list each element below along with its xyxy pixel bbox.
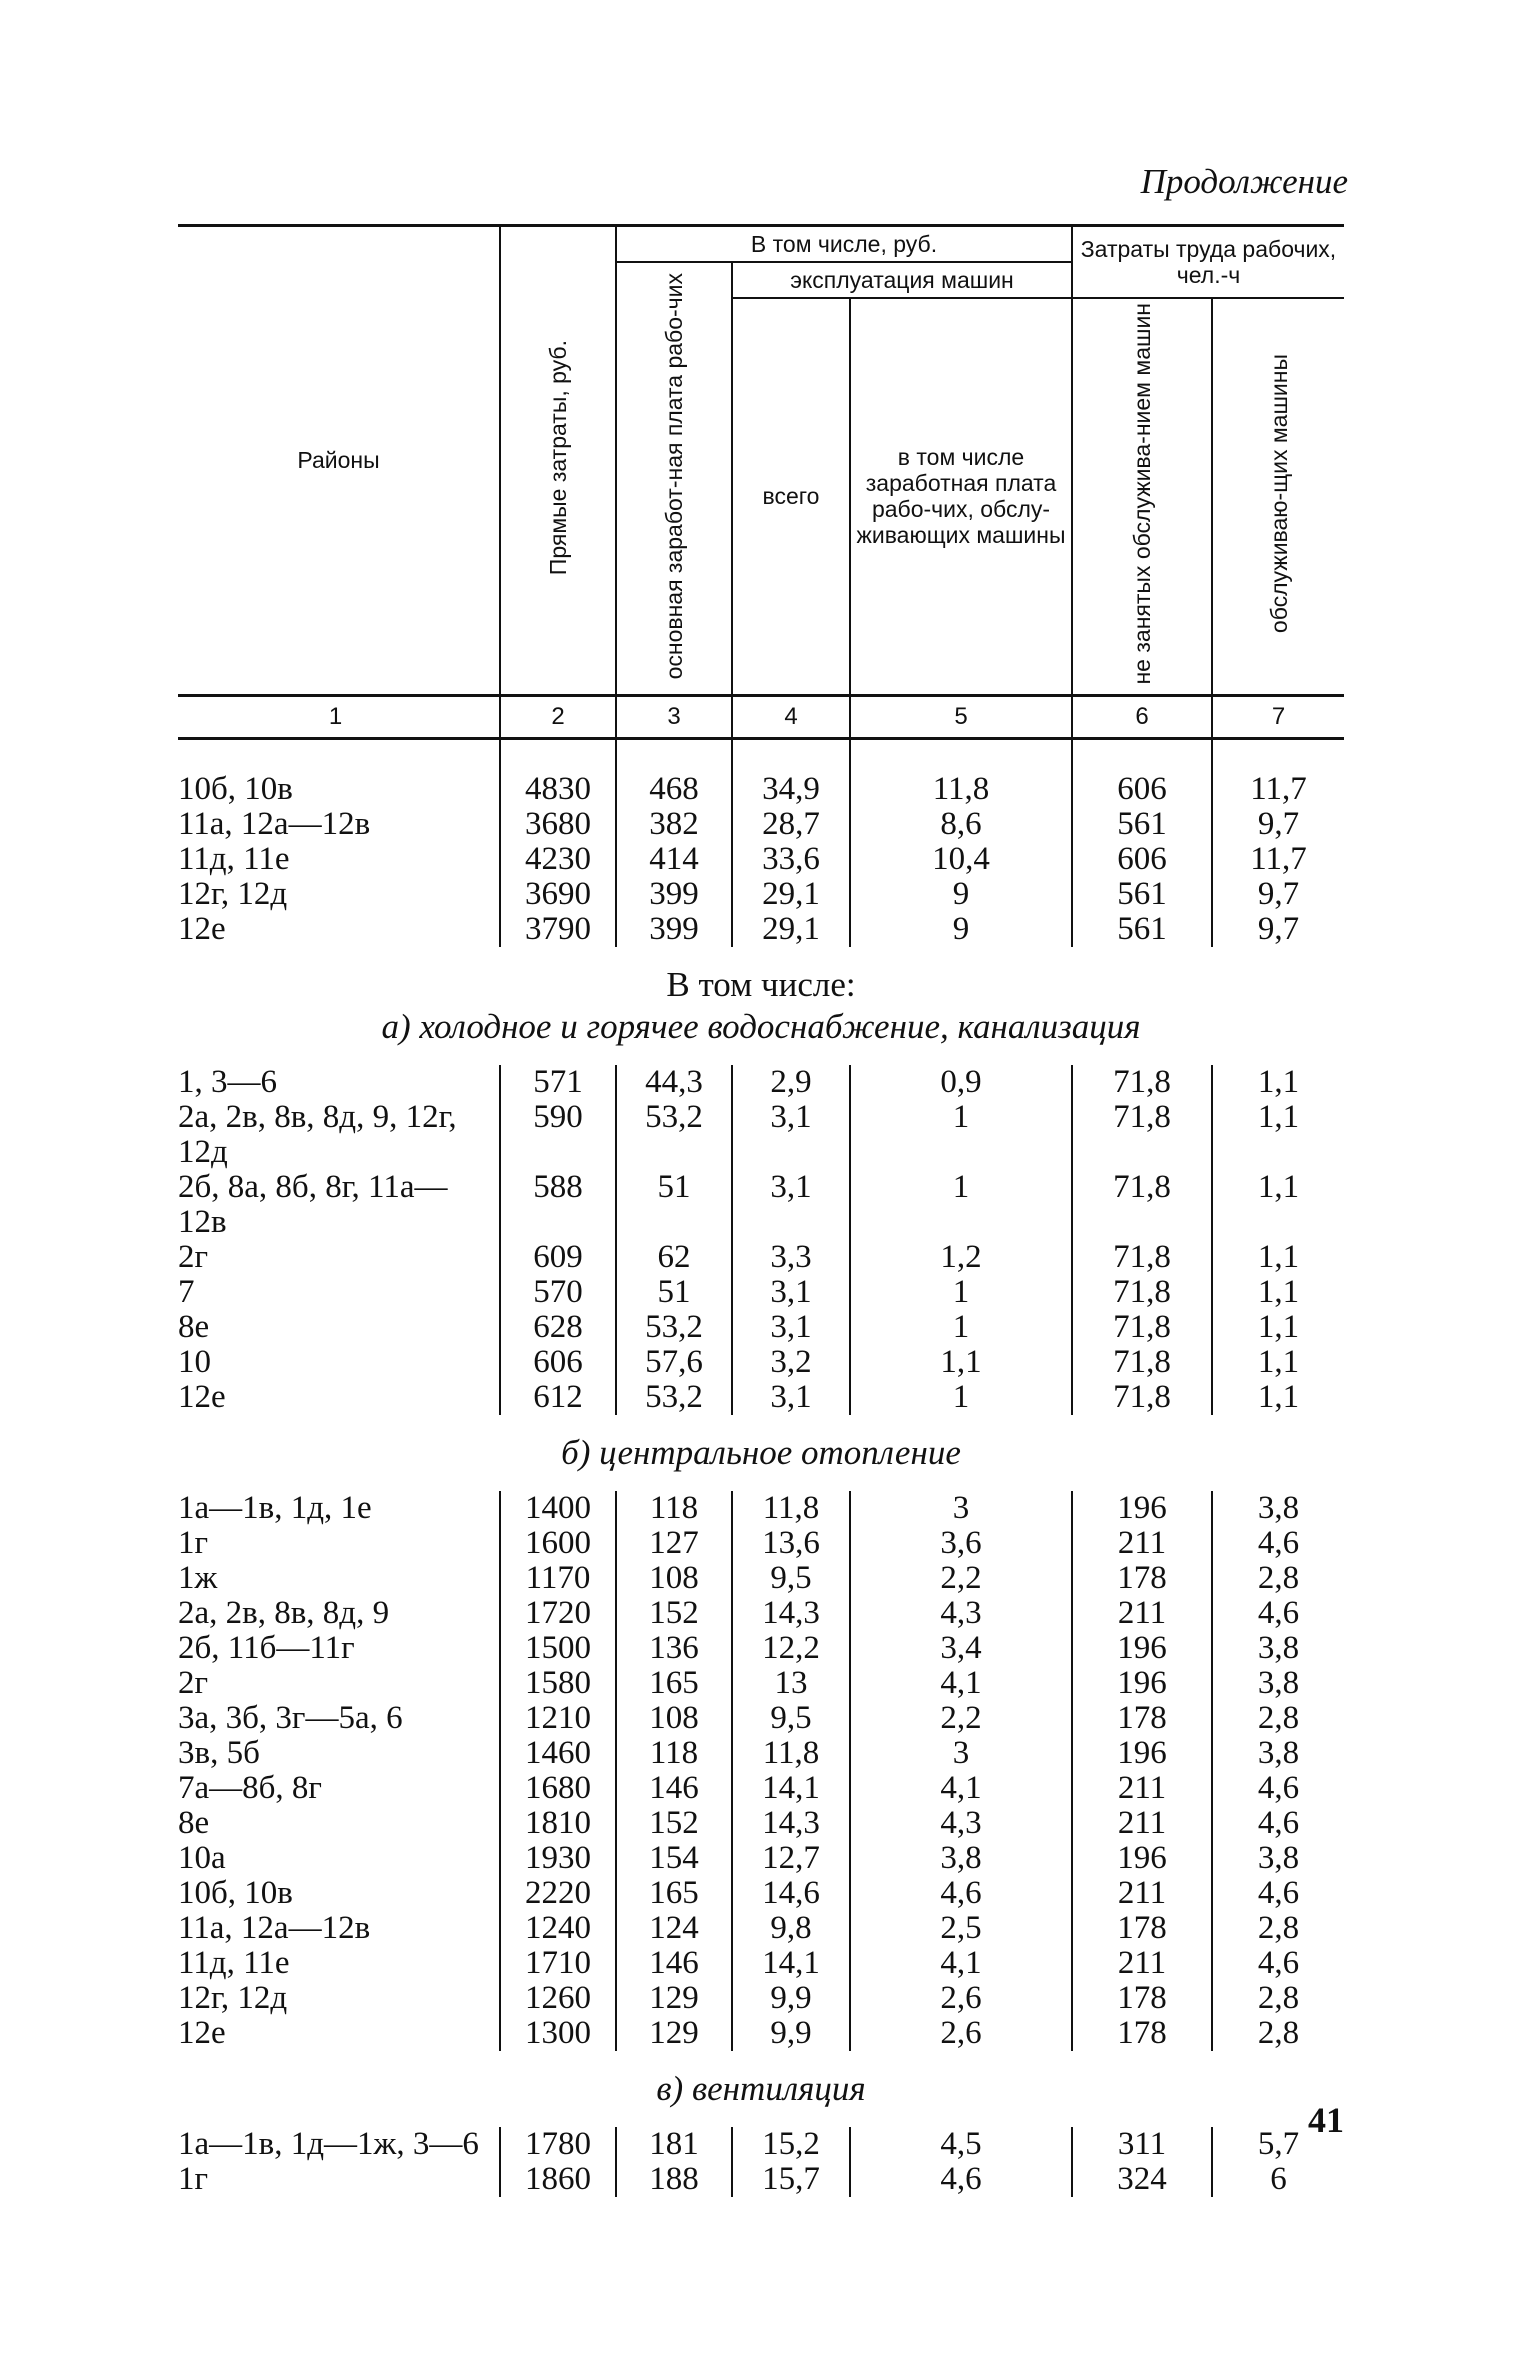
value-cell: 1680 [500, 1771, 616, 1806]
region-cell: 2г [178, 1664, 209, 1701]
value-cell: 211 [1072, 1771, 1212, 1806]
value-cell: 15,2 [732, 2127, 850, 2162]
value-cell: 1780 [500, 2127, 616, 2162]
header-base-wage: основная заработ-ная плата рабо-чих [616, 262, 732, 695]
value-cell: 1720 [500, 1596, 616, 1631]
region-cell: 12е [178, 910, 226, 947]
value-cell: 3690 [500, 877, 616, 912]
region-cell: 7 [178, 1273, 195, 1310]
table-row [178, 1526, 1344, 1561]
region-cell: 1а—1в, 1д, 1е [178, 1489, 372, 1526]
table-row [178, 1771, 1344, 1806]
value-cell: 3790 [500, 912, 616, 947]
value-cell: 1860 [500, 2162, 616, 2197]
table-row [178, 877, 1344, 912]
region-cell: 1, 3—6 [178, 1063, 277, 1100]
value-cell: 108 [616, 1561, 732, 1596]
value-cell: 1,1 [1212, 1275, 1344, 1310]
value-cell: 1460 [500, 1736, 616, 1771]
value-cell: 1240 [500, 1911, 616, 1946]
value-cell: 34,9 [732, 772, 850, 807]
header-machine-total: всего [732, 298, 850, 695]
value-cell: 178 [1072, 1981, 1212, 2016]
value-cell: 2,8 [1212, 1981, 1344, 2016]
value-cell: 10,4 [850, 842, 1072, 877]
value-cell: 399 [616, 912, 732, 947]
value-cell: 29,1 [732, 912, 850, 947]
header-serving: обслуживаю-щих машины [1212, 298, 1344, 695]
value-cell: 211 [1072, 1806, 1212, 1841]
value-cell: 609 [500, 1240, 616, 1275]
value-cell: 6 [1212, 2162, 1344, 2197]
value-cell: 165 [616, 1876, 732, 1911]
value-cell: 4,6 [1212, 1596, 1344, 1631]
value-cell: 4,1 [850, 1666, 1072, 1701]
value-cell: 152 [616, 1806, 732, 1841]
region-cell: 11а, 12а—12в [178, 805, 371, 842]
region-cell: 2г [178, 1238, 209, 1275]
table-row [178, 842, 1344, 877]
value-cell: 1,1 [1212, 1240, 1344, 1275]
value-cell: 11,8 [850, 772, 1072, 807]
value-cell: 14,6 [732, 1876, 850, 1911]
value-cell: 196 [1072, 1631, 1212, 1666]
value-cell: 1500 [500, 1631, 616, 1666]
table-row [178, 1631, 1344, 1666]
value-cell: 2,8 [1212, 1701, 1344, 1736]
value-cell: 71,8 [1072, 1170, 1212, 1240]
value-cell: 612 [500, 1380, 616, 1415]
value-cell: 12,2 [732, 1631, 850, 1666]
value-cell: 561 [1072, 912, 1212, 947]
region-cell: 2б, 11б—11г [178, 1629, 355, 1666]
value-cell: 154 [616, 1841, 732, 1876]
value-cell: 4,1 [850, 1946, 1072, 1981]
value-cell: 33,6 [732, 842, 850, 877]
region-cell: 8е [178, 1804, 210, 1841]
value-cell: 571 [500, 1065, 616, 1100]
table-row [178, 1701, 1344, 1736]
value-cell: 0,9 [850, 1065, 1072, 1100]
region-cell: 8е [178, 1308, 210, 1345]
value-cell: 1580 [500, 1666, 616, 1701]
value-cell: 3,8 [1212, 1841, 1344, 1876]
value-cell: 181 [616, 2127, 732, 2162]
table-row [178, 1806, 1344, 1841]
value-cell: 1210 [500, 1701, 616, 1736]
table-row [178, 1065, 1344, 1100]
value-cell: 588 [500, 1170, 616, 1240]
table-row [178, 912, 1344, 947]
value-cell: 4,3 [850, 1596, 1072, 1631]
region-cell: 2б, 8а, 8б, 8г, 11а—12в [178, 1168, 448, 1240]
value-cell: 178 [1072, 1561, 1212, 1596]
value-cell: 29,1 [732, 877, 850, 912]
value-cell: 127 [616, 1526, 732, 1561]
value-cell: 1,1 [1212, 1100, 1344, 1170]
value-cell: 53,2 [616, 1380, 732, 1415]
value-cell: 71,8 [1072, 1345, 1212, 1380]
value-cell: 178 [1072, 2016, 1212, 2051]
value-cell: 71,8 [1072, 1380, 1212, 1415]
value-cell: 14,3 [732, 1806, 850, 1841]
table-row [178, 1736, 1344, 1771]
value-cell: 178 [1072, 1911, 1212, 1946]
value-cell: 196 [1072, 1491, 1212, 1526]
value-cell: 188 [616, 2162, 732, 2197]
table-row [178, 2162, 1344, 2197]
region-cell: 10б, 10в [178, 1874, 293, 1911]
table-row [178, 1666, 1344, 1701]
region-cell: 1г [178, 2160, 209, 2197]
table-row [178, 772, 1344, 807]
value-cell: 1260 [500, 1981, 616, 2016]
column-number-row: 1 2 3 4 5 6 7 [178, 695, 1344, 738]
value-cell: 71,8 [1072, 1275, 1212, 1310]
value-cell: 3,4 [850, 1631, 1072, 1666]
value-cell: 1400 [500, 1491, 616, 1526]
value-cell: 11,7 [1212, 842, 1344, 877]
value-cell: 146 [616, 1946, 732, 1981]
section-subtitle-row [178, 2051, 1344, 2127]
value-cell: 1,1 [1212, 1345, 1344, 1380]
value-cell: 3 [850, 1736, 1072, 1771]
value-cell: 118 [616, 1736, 732, 1771]
value-cell: 4,6 [1212, 1806, 1344, 1841]
value-cell: 468 [616, 772, 732, 807]
value-cell: 9,5 [732, 1561, 850, 1596]
value-cell: 1170 [500, 1561, 616, 1596]
region-cell: 10а [178, 1839, 226, 1876]
header-direct-costs: Прямые затраты, руб. [500, 226, 616, 696]
value-cell: 53,2 [616, 1100, 732, 1170]
value-cell: 11,8 [732, 1491, 850, 1526]
section-title: В том числе: [666, 964, 856, 1004]
value-cell: 136 [616, 1631, 732, 1666]
region-cell: 1а—1в, 1д—1ж, 3—6 [178, 2125, 479, 2162]
value-cell: 9,9 [732, 1981, 850, 2016]
value-cell: 71,8 [1072, 1100, 1212, 1170]
section-title-row [178, 947, 1344, 1005]
value-cell: 1 [850, 1170, 1072, 1240]
value-cell: 3,8 [850, 1841, 1072, 1876]
header-including: В том числе, руб. [616, 226, 1072, 263]
value-cell: 12,7 [732, 1841, 850, 1876]
table-row [178, 1596, 1344, 1631]
value-cell: 71,8 [1072, 1240, 1212, 1275]
value-cell: 1600 [500, 1526, 616, 1561]
value-cell: 4,3 [850, 1806, 1072, 1841]
table-row [178, 2127, 1344, 2162]
value-cell: 165 [616, 1666, 732, 1701]
value-cell: 4,6 [1212, 1526, 1344, 1561]
value-cell: 28,7 [732, 807, 850, 842]
value-cell: 211 [1072, 1526, 1212, 1561]
table-row [178, 1841, 1344, 1876]
value-cell: 3,2 [732, 1345, 850, 1380]
table-row [178, 1561, 1344, 1596]
value-cell: 1930 [500, 1841, 616, 1876]
value-cell: 4230 [500, 842, 616, 877]
value-cell: 1710 [500, 1946, 616, 1981]
value-cell: 44,3 [616, 1065, 732, 1100]
value-cell: 196 [1072, 1841, 1212, 1876]
table-row [178, 1491, 1344, 1526]
table-row [178, 1275, 1344, 1310]
value-cell: 9,5 [732, 1701, 850, 1736]
value-cell: 129 [616, 1981, 732, 2016]
value-cell: 2,2 [850, 1701, 1072, 1736]
value-cell: 606 [1072, 772, 1212, 807]
value-cell: 2,5 [850, 1911, 1072, 1946]
value-cell: 1,1 [1212, 1380, 1344, 1415]
value-cell: 196 [1072, 1736, 1212, 1771]
value-cell: 178 [1072, 1701, 1212, 1736]
value-cell: 3,1 [732, 1275, 850, 1310]
value-cell: 4,6 [850, 1876, 1072, 1911]
header-region: Районы [178, 226, 500, 696]
table-row [178, 1240, 1344, 1275]
table-row [178, 1100, 1344, 1170]
value-cell: 3,1 [732, 1170, 850, 1240]
value-cell: 11,7 [1212, 772, 1344, 807]
value-cell: 14,1 [732, 1946, 850, 1981]
region-cell: 1ж [178, 1559, 218, 1596]
table-row [178, 1876, 1344, 1911]
table-row [178, 1946, 1344, 1981]
value-cell: 1,1 [850, 1345, 1072, 1380]
value-cell: 9,7 [1212, 912, 1344, 947]
value-cell: 2,2 [850, 1561, 1072, 1596]
value-cell: 414 [616, 842, 732, 877]
table-row [178, 807, 1344, 842]
value-cell: 2,8 [1212, 1561, 1344, 1596]
value-cell: 561 [1072, 807, 1212, 842]
value-cell: 1,2 [850, 1240, 1072, 1275]
section-subtitle-row [178, 1415, 1344, 1491]
value-cell: 62 [616, 1240, 732, 1275]
region-cell: 2а, 2в, 8в, 8д, 9 [178, 1594, 390, 1631]
table-row [178, 1380, 1344, 1415]
value-cell: 2,6 [850, 2016, 1072, 2051]
value-cell: 51 [616, 1170, 732, 1240]
value-cell: 3680 [500, 807, 616, 842]
region-cell: 12г, 12д [178, 1979, 288, 2016]
table-row [178, 1981, 1344, 2016]
value-cell: 9,7 [1212, 877, 1344, 912]
value-cell: 399 [616, 877, 732, 912]
section-subtitle: а) холодное и горячее водоснабжение, канализация [381, 1006, 1141, 1046]
region-cell: 10б, 10в [178, 770, 293, 807]
value-cell: 3,6 [850, 1526, 1072, 1561]
value-cell: 196 [1072, 1666, 1212, 1701]
value-cell: 14,1 [732, 1771, 850, 1806]
value-cell: 570 [500, 1275, 616, 1310]
value-cell: 3,8 [1212, 1736, 1344, 1771]
value-cell: 211 [1072, 1596, 1212, 1631]
value-cell: 590 [500, 1100, 616, 1170]
value-cell: 211 [1072, 1876, 1212, 1911]
value-cell: 2,6 [850, 1981, 1072, 2016]
region-cell: 11д, 11е [178, 1944, 290, 1981]
value-cell: 1,1 [1212, 1065, 1344, 1100]
continuation-label: Продолжение [1140, 162, 1348, 201]
value-cell: 2220 [500, 1876, 616, 1911]
value-cell: 146 [616, 1771, 732, 1806]
value-cell: 14,3 [732, 1596, 850, 1631]
value-cell: 606 [1072, 842, 1212, 877]
value-cell: 1,1 [1212, 1170, 1344, 1240]
value-cell: 1 [850, 1380, 1072, 1415]
value-cell: 3,1 [732, 1100, 850, 1170]
region-cell: 12г, 12д [178, 875, 288, 912]
value-cell: 1810 [500, 1806, 616, 1841]
value-cell: 4,1 [850, 1771, 1072, 1806]
section-subtitle: в) вентиляция [656, 2068, 866, 2108]
value-cell: 57,6 [616, 1345, 732, 1380]
value-cell: 51 [616, 1275, 732, 1310]
value-cell: 3,8 [1212, 1631, 1344, 1666]
region-cell: 12е [178, 1378, 226, 1415]
value-cell: 129 [616, 2016, 732, 2051]
page-number: 41 [1308, 2100, 1344, 2140]
value-cell: 1 [850, 1100, 1072, 1170]
region-cell: 3в, 5б [178, 1734, 260, 1771]
value-cell: 2,8 [1212, 2016, 1344, 2051]
value-cell: 3,8 [1212, 1666, 1344, 1701]
value-cell: 311 [1072, 2127, 1212, 2162]
value-cell: 1300 [500, 2016, 616, 2051]
region-cell: 10 [178, 1343, 211, 1380]
value-cell: 11,8 [732, 1736, 850, 1771]
value-cell: 15,7 [732, 2162, 850, 2197]
value-cell: 118 [616, 1491, 732, 1526]
value-cell: 71,8 [1072, 1065, 1212, 1100]
value-cell: 1 [850, 1275, 1072, 1310]
value-cell: 5,7 [1212, 2127, 1344, 2162]
region-cell: 11д, 11е [178, 840, 290, 877]
section-subtitle: б) центральное отопление [561, 1432, 961, 1472]
value-cell: 324 [1072, 2162, 1212, 2197]
spacer-row [178, 738, 1344, 772]
region-cell: 12е [178, 2014, 226, 2051]
value-cell: 4,6 [1212, 1946, 1344, 1981]
value-cell: 4,6 [850, 2162, 1072, 2197]
region-cell: 2а, 2в, 8в, 8д, 9, 12г, 12д [178, 1098, 457, 1170]
region-cell: 1г [178, 1524, 209, 1561]
value-cell: 53,2 [616, 1310, 732, 1345]
table-row [178, 1310, 1344, 1345]
value-cell: 561 [1072, 877, 1212, 912]
section-subtitle-row [178, 1005, 1344, 1065]
cost-table [178, 224, 1344, 2197]
table-row [178, 1911, 1344, 1946]
value-cell: 211 [1072, 1946, 1212, 1981]
table-row [178, 2016, 1344, 2051]
value-cell: 9,7 [1212, 807, 1344, 842]
region-cell: 7а—8б, 8г [178, 1769, 322, 1806]
value-cell: 2,9 [732, 1065, 850, 1100]
header-labor-costs: Затраты труда рабочих, чел.-ч [1072, 226, 1344, 299]
value-cell: 4,5 [850, 2127, 1072, 2162]
region-cell: 3а, 3б, 3г—5а, 6 [178, 1699, 403, 1736]
value-cell: 9 [850, 912, 1072, 947]
header-machine-wage: в том числе заработная плата рабо-чих, обслу-живающих машины [850, 298, 1072, 695]
value-cell: 152 [616, 1596, 732, 1631]
value-cell: 3,1 [732, 1380, 850, 1415]
value-cell: 9,9 [732, 2016, 850, 2051]
value-cell: 3 [850, 1491, 1072, 1526]
table-row [178, 1345, 1344, 1380]
value-cell: 3,1 [732, 1310, 850, 1345]
value-cell: 4830 [500, 772, 616, 807]
value-cell: 4,6 [1212, 1876, 1344, 1911]
value-cell: 3,8 [1212, 1491, 1344, 1526]
value-cell: 382 [616, 807, 732, 842]
value-cell: 3,3 [732, 1240, 850, 1275]
region-cell: 11а, 12а—12в [178, 1909, 371, 1946]
value-cell: 8,6 [850, 807, 1072, 842]
header-not-busy: не занятых обслужива-нием машин [1072, 298, 1212, 695]
value-cell: 4,6 [1212, 1771, 1344, 1806]
value-cell: 124 [616, 1911, 732, 1946]
value-cell: 13 [732, 1666, 850, 1701]
value-cell: 13,6 [732, 1526, 850, 1561]
value-cell: 606 [500, 1345, 616, 1380]
table-row [178, 1170, 1344, 1240]
value-cell: 2,8 [1212, 1911, 1344, 1946]
value-cell: 1,1 [1212, 1310, 1344, 1345]
value-cell: 71,8 [1072, 1310, 1212, 1345]
value-cell: 108 [616, 1701, 732, 1736]
value-cell: 1 [850, 1310, 1072, 1345]
header-machine-operation: эксплуатация машин [732, 262, 1072, 298]
value-cell: 628 [500, 1310, 616, 1345]
value-cell: 9 [850, 877, 1072, 912]
value-cell: 9,8 [732, 1911, 850, 1946]
